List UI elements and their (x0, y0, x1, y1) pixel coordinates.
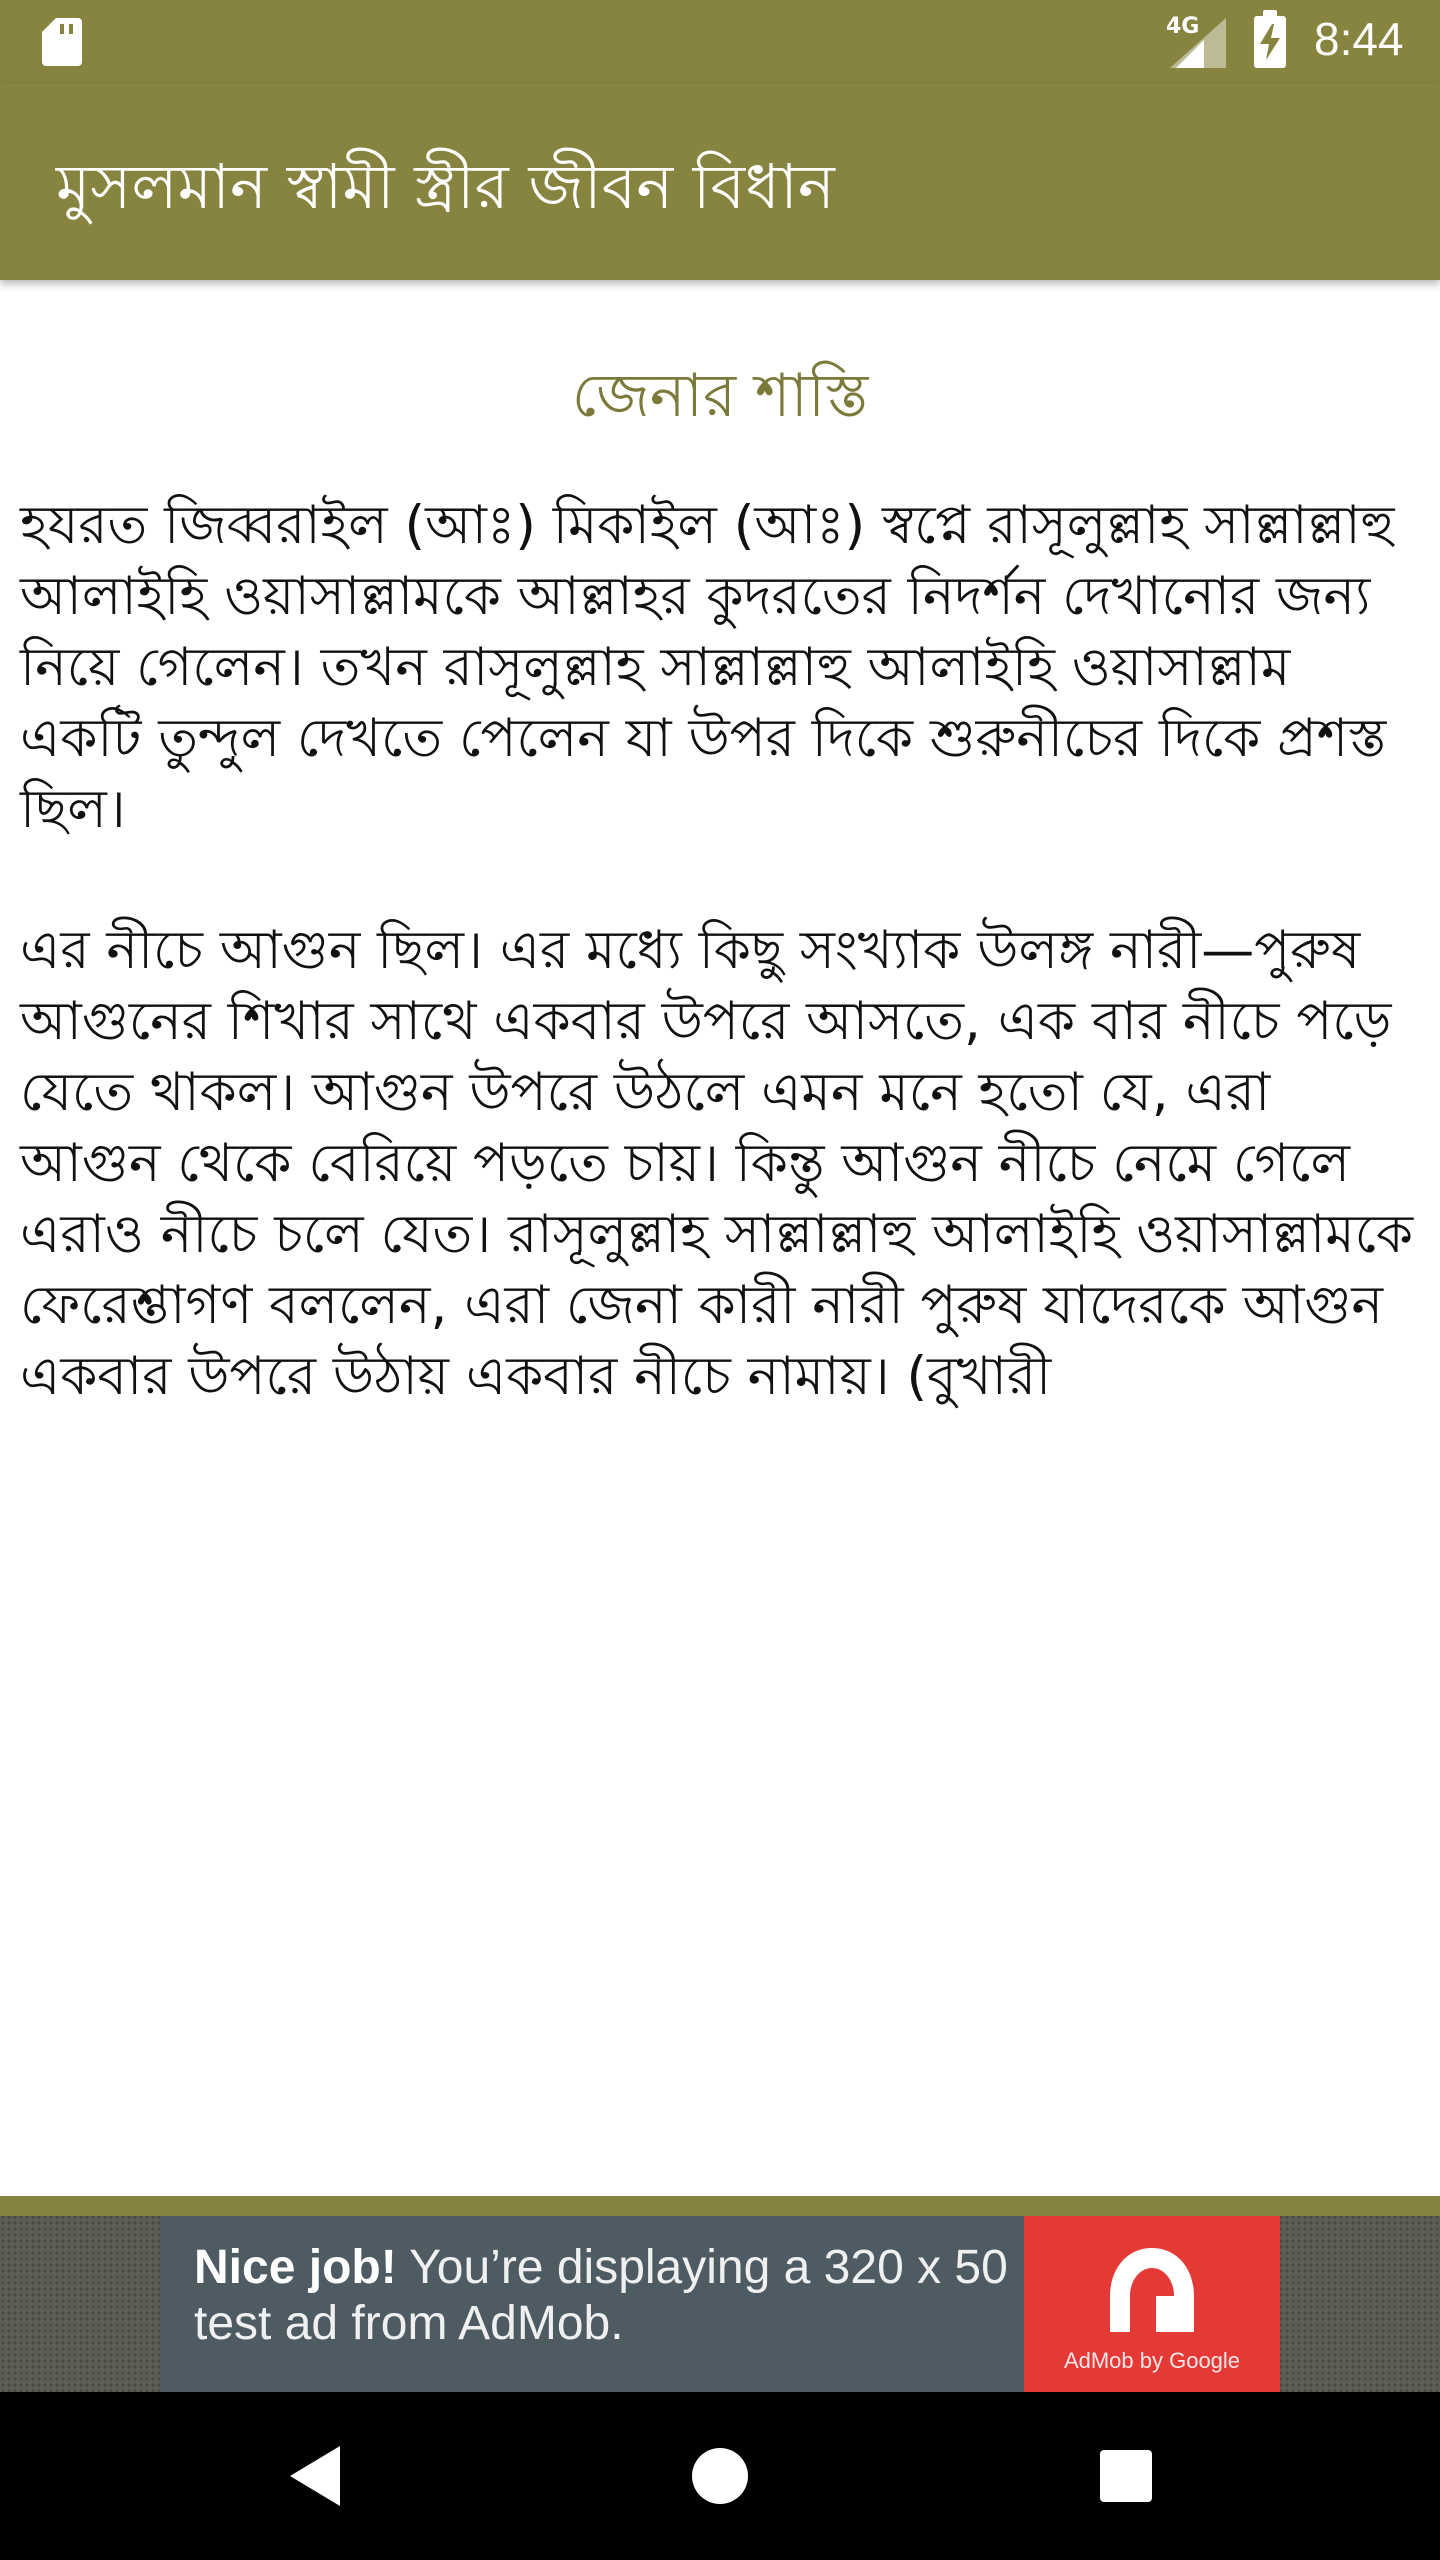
admob-test-banner[interactable] (160, 2216, 1280, 2392)
app-toolbar (0, 84, 1440, 280)
sd-card-icon (42, 18, 82, 66)
battery-charging-icon (1254, 16, 1286, 68)
article-paragraph-2: এর নীচে আগুন ছিল। এর মধ্যে কিছু সংখ্যাক উলঙ্গ নারী—পুরুষ আগুনের শিখার সাথে একবার উপরে আসতে, এক বার নীচে পড়ে যেতে থাকল। আগুন উপরে উঠলে এমন মনে হতো যে, এরা আগুন থেকে বেরিয়ে পড়তে চায়। কিন্তু আগুন নীচে নেমে গেলে এরাও নীচে চলে যেত। রাসূলুল্লাহ সাল্লাল্লাহু আলাইহি ওয়াসাল্লামকে ফেরেশ্তাগণ বললেন, এরা জেনা কারী নারী পুরুষ যাদেরকে আগুন একবার উপরে উঠায় একবার নীচে নামায়। (বুখারী (20, 920, 1414, 1407)
ad-container (0, 2196, 1440, 2392)
ad-headline: Nice job! (194, 2241, 397, 2294)
article-content[interactable] (0, 280, 1440, 2196)
status-clock: 8:44 (1314, 13, 1404, 65)
charging-bolt-icon (1258, 24, 1282, 60)
admob-logo-icon (1102, 2240, 1202, 2340)
back-triangle-icon[interactable] (276, 2436, 356, 2516)
ad-divider (0, 2196, 1440, 2216)
navigation-bar (0, 2392, 1440, 2560)
network-type-label: 4G (1166, 14, 1200, 39)
article-title: জেনার শাস্তি (571, 361, 869, 431)
app-title: মুসলমান স্বামী স্ত্রীর জীবন বিধান (56, 150, 835, 223)
cell-signal-icon (1170, 18, 1226, 68)
article-paragraph-1: হযরত জিব্বরাইল (আঃ) মিকাইল (আঃ) স্বপ্নে রাসূলুল্লাহ সাল্লাল্লাহু আলাইহি ওয়াসাল্লামকে আল্লাহর কুদরতের নিদর্শন দেখানোর জন্য নিয়ে গেলেন। তখন রাসূলুল্লাহ সাল্লাল্লাহু আলাইহি ওয়াসাল্লাম একটি তুন্দুল দেখতে পেলেন যা উপর দিকে শুরুনীচের দিকে প্রশস্ত ছিল। (20, 495, 1395, 840)
admob-brand-caption: AdMob by Google (1063, 2348, 1241, 2373)
status-bar (0, 0, 1440, 84)
admob-logo-box (1024, 2216, 1280, 2392)
recents-square-icon[interactable] (1086, 2436, 1166, 2516)
home-circle-icon[interactable] (680, 2436, 760, 2516)
ad-text (194, 2240, 1034, 2352)
ad-body: You’re displaying a 320 x 50 test ad from AdMob. (194, 2241, 1008, 2350)
